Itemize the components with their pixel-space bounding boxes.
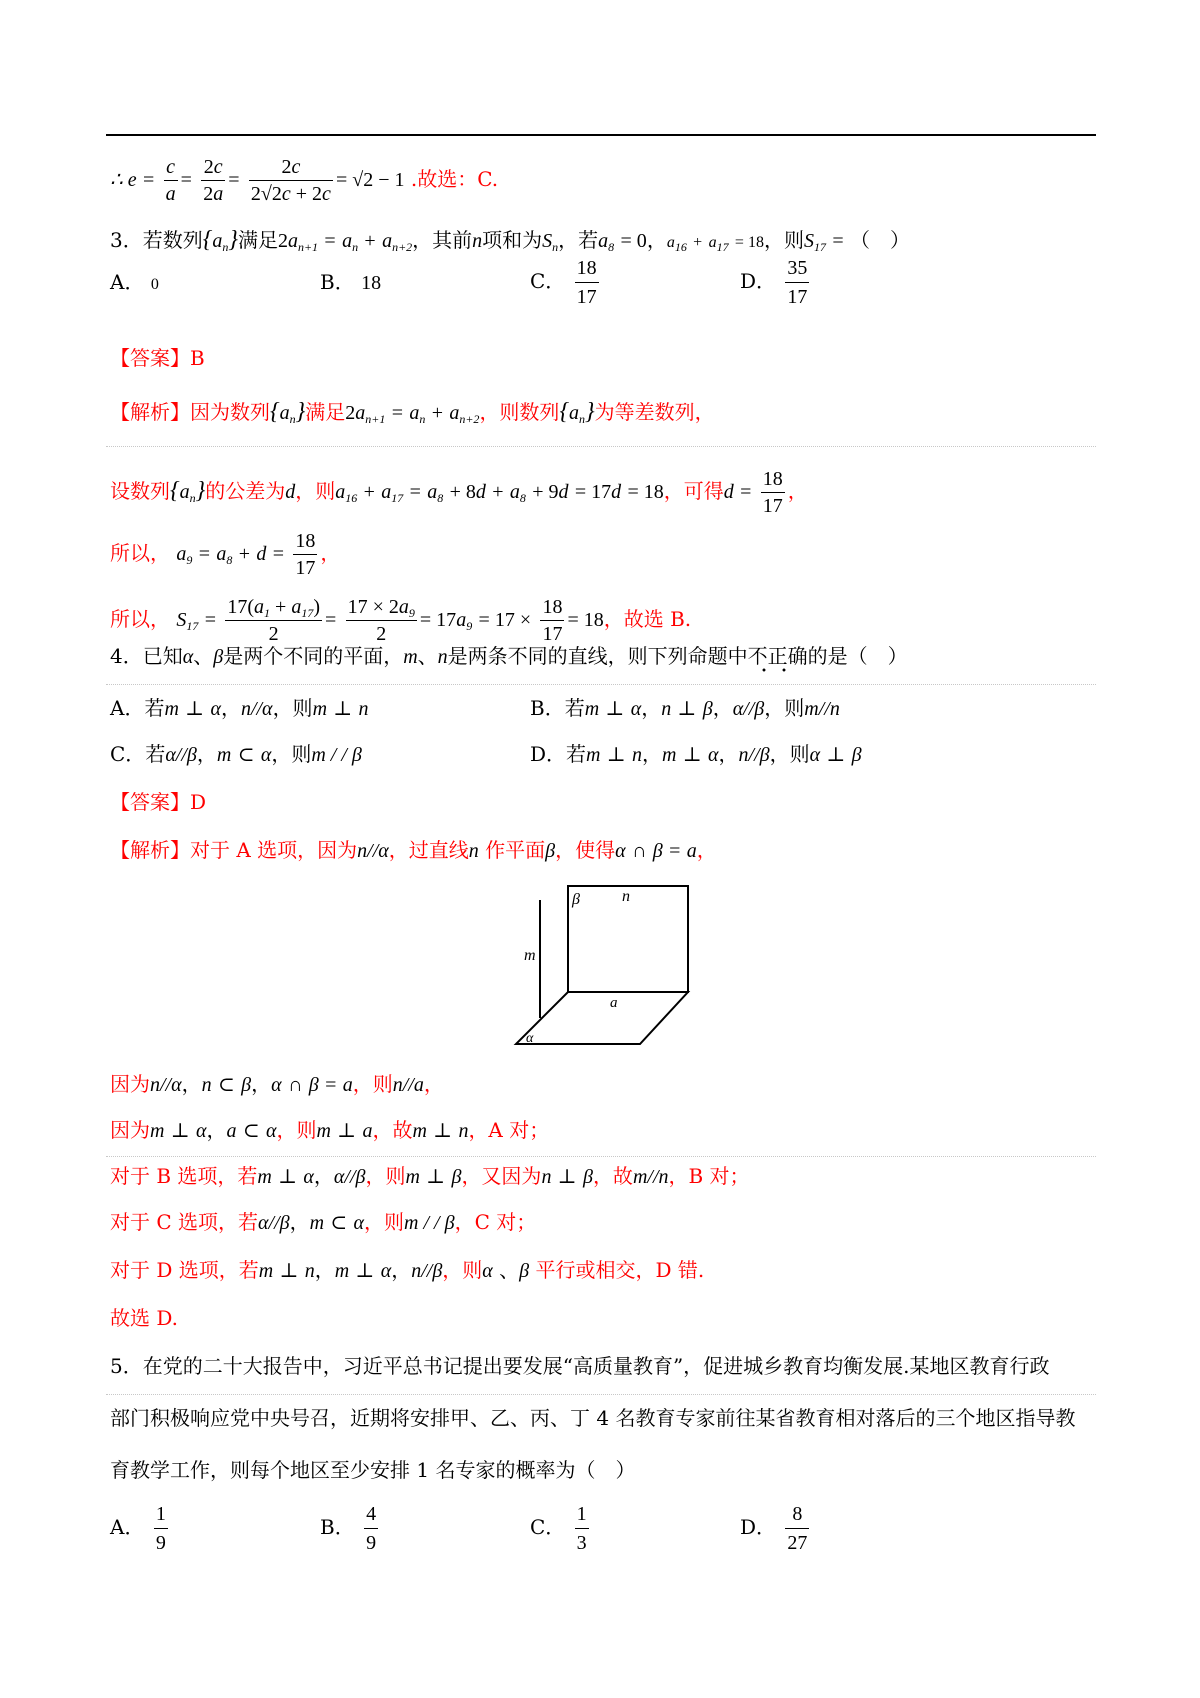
analysis-text: ，故选 B. xyxy=(603,607,692,631)
q3-stem: 3．若数列$\{a_n\}$满足$2a_{n+1} = a_n + a_{n+2}$，其前n项和为$S_n$，若$a_8 = 0$，$a_{16} + a_{17} = 18$，则$S_{17}$ = （ ） xyxy=(110,227,910,254)
analysis-text: ，则 xyxy=(295,479,336,503)
q4-emphasis xyxy=(748,644,808,668)
fraction-denominator: 9 xyxy=(366,1532,377,1554)
q4-analysis-line3: 因为m ⊥ α，a ⊂ α，则m ⊥ a，故m ⊥ n，A 对； xyxy=(110,1118,550,1142)
option-text: 若 xyxy=(566,742,587,766)
q4-text: 已知 xyxy=(142,644,183,668)
q4-option-b: B．若m ⊥ α，n ⊥ β，α//β，则m//n xyxy=(530,696,840,720)
q4-analysis-line2: 因为n//α，n ⊂ β，α ∩ β = a，则n//a， xyxy=(110,1072,444,1096)
answer-value: B xyxy=(190,346,205,370)
option-letter: C． xyxy=(530,269,566,293)
analysis-text: 对于 B 选项，若 xyxy=(110,1164,258,1188)
q5-option-b xyxy=(320,1500,381,1557)
analysis-text: 因为数列 xyxy=(190,400,270,424)
option-letter: A． xyxy=(110,696,145,720)
analysis-text: 对于 A 选项，因为 xyxy=(190,838,358,862)
option-letter: A． xyxy=(110,1515,145,1539)
q5-option-c xyxy=(530,1500,592,1557)
analysis-text: ，C 对； xyxy=(454,1210,537,1234)
analysis-text: ，A 对； xyxy=(468,1118,550,1142)
option-letter: B． xyxy=(320,270,355,294)
q4-text: 、 xyxy=(193,644,214,668)
q5-stem-line1 xyxy=(110,1352,1050,1380)
plane-alpha-shape xyxy=(516,992,688,1044)
option-letter: A． xyxy=(110,270,145,294)
q3-analysis-line1: 【解析】因为数列$\{a_n\}$满足$2a_{n+1} = a_n + a_{n+2}$，则数列$\{a_n\}$为等差数列， xyxy=(110,399,715,426)
analysis-text: 因为 xyxy=(110,1118,150,1142)
analysis-text: 故选 D. xyxy=(110,1306,179,1330)
dotted-separator xyxy=(106,684,1096,685)
q4-option-d: D．若m ⊥ n，m ⊥ α，n//β，则α ⊥ β xyxy=(530,742,862,766)
q3-analysis-line2: 设数列$\{a_n\}$的公差为d，则$a_{16} + a_{17} = a_8 + 8d + a_8 + 9d = 17d = 18$，可得d = $\frac{18}{17}$ ， xyxy=(110,468,808,517)
answer-value: D xyxy=(190,790,207,814)
analysis-text: ，又因为 xyxy=(461,1164,542,1188)
q4-text: 是两个不同的平面， xyxy=(223,644,404,668)
fraction-numerator: 18 xyxy=(575,254,599,283)
fraction-numerator: 1 xyxy=(154,1500,168,1529)
q3-option-d xyxy=(740,254,812,311)
analysis-text: 所以， xyxy=(110,541,170,565)
analysis-text: 对于 D 选项，若 xyxy=(110,1258,259,1282)
dotted-separator xyxy=(106,446,1096,447)
q3-text: 满足 xyxy=(237,228,278,252)
q5-stem-line3 xyxy=(110,1456,635,1484)
option-letter: D． xyxy=(740,269,777,293)
fraction-denominator: 3 xyxy=(576,1532,587,1554)
q3-number: 3． xyxy=(110,228,143,252)
q5-number: 5． xyxy=(110,1354,143,1378)
analysis-text: 为等差数列， xyxy=(594,400,715,424)
option-value: 18 xyxy=(361,272,382,294)
fraction-denominator: 27 xyxy=(787,1532,808,1554)
q4-analysis-line4: 对于 B 选项，若m ⊥ α，α//β，则m ⊥ β，又因为n ⊥ β，故m//n，B 对； xyxy=(110,1164,750,1188)
q3-text: 项和为 xyxy=(482,228,543,252)
option-letter: B． xyxy=(320,1515,355,1539)
analysis-label: 【解析】 xyxy=(110,838,190,862)
q4-text: 、 xyxy=(417,644,438,668)
q4-option-c: C．若α//β，m ⊂ α，则m / / β xyxy=(110,742,362,766)
label-alpha: α xyxy=(526,1031,534,1046)
option-letter: D． xyxy=(740,1515,777,1539)
answer-label: 【答案】 xyxy=(110,790,190,814)
q3-option-a xyxy=(110,268,159,299)
q3-blank: （ ） xyxy=(849,228,910,252)
fraction-denominator: 9 xyxy=(155,1532,166,1554)
analysis-text: 平行或相交，D 错. xyxy=(535,1258,705,1282)
header-rule xyxy=(106,134,1096,136)
option-letter: B． xyxy=(530,696,565,720)
q5-stem-line2 xyxy=(110,1404,1075,1432)
q4-emphasis-text: 不正确 xyxy=(747,644,808,668)
fraction-denominator: 17 xyxy=(576,286,597,308)
q3-text: ，若 xyxy=(558,228,599,252)
q3-text: ，则 xyxy=(763,228,804,252)
analysis-text: 满足 xyxy=(305,400,346,424)
q3-text: ，其前 xyxy=(412,228,473,252)
option-letter: D． xyxy=(530,742,567,766)
analysis-text: ，则数列 xyxy=(479,400,560,424)
option-letter: C． xyxy=(530,1515,566,1539)
analysis-text: ，B 对； xyxy=(668,1164,750,1188)
analysis-text: 设数列 xyxy=(110,479,170,503)
label-n: n xyxy=(622,888,630,905)
q4-text: 的是（ ） xyxy=(807,644,908,668)
label-m: m xyxy=(524,947,536,964)
fraction-numerator: 1 xyxy=(575,1500,589,1529)
option-letter: C． xyxy=(110,742,146,766)
q2-conclusion-line: ∴ e = $\frac{c}{a}$ = $\frac{2c}{2a}$ = $\frac{2c}{2√2c + 2c}$ = √2 − 1 .故选：C. xyxy=(110,156,499,205)
q4-analysis-line5: 对于 C 选项，若α//β，m ⊂ α，则m / / β，C 对； xyxy=(110,1210,537,1234)
fraction-numerator: 4 xyxy=(364,1500,378,1529)
q3-text: 若数列 xyxy=(142,228,203,252)
analysis-text: 的公差为 xyxy=(205,479,286,503)
q3-option-c xyxy=(530,254,602,311)
label-beta: β xyxy=(572,891,580,908)
q4-option-a: A．若m ⊥ α，n//α，则m ⊥ n xyxy=(110,696,369,720)
q4-text: 是两条不同的直线，则下列命题中 xyxy=(447,644,748,668)
q4-analysis-line7 xyxy=(110,1304,178,1332)
q3-analysis-line3: 所以， $a_9 = a_8 + d$ = $\frac{18}{17}$ ， xyxy=(110,530,341,579)
analysis-text: ，可得 xyxy=(663,479,724,503)
label-a: a xyxy=(610,995,618,1011)
q3-option-b xyxy=(320,268,381,297)
planes-figure xyxy=(510,880,710,1050)
dotted-separator xyxy=(106,1394,1096,1395)
q5-text: 育教学工作，则每个地区至少安排 1 名专家的概率为（ ） xyxy=(110,1458,636,1482)
fraction-numerator: 8 xyxy=(785,1500,809,1529)
option-value: 0 xyxy=(150,276,159,293)
analysis-text: ，使得 xyxy=(555,838,616,862)
q4-stem: 4．已知α、β是两个不同的平面，m、n是两条不同的直线，则下列命题中不正确 的是（ ） xyxy=(110,642,908,671)
q3-answer xyxy=(110,344,205,372)
option-text: 若 xyxy=(145,742,166,766)
analysis-text: 所以， xyxy=(110,607,170,631)
option-text: 若 xyxy=(564,696,585,720)
analysis-text: ，过直线 xyxy=(388,838,469,862)
q4-analysis-line1: 【解析】对于 A 选项，因为n//α，过直线n 作平面β，使得α ∩ β = a， xyxy=(110,838,717,862)
option-text: 若 xyxy=(144,696,165,720)
analysis-text: 因为 xyxy=(110,1072,150,1096)
fraction-numerator: 35 xyxy=(785,254,809,283)
fraction-denominator: 17 xyxy=(787,286,808,308)
analysis-label: 【解析】 xyxy=(110,400,190,424)
q5-text: 在党的二十大报告中，习近平总书记提出要发展“高质量教育”，促进城乡教育均衡发展.某地区教育行政 xyxy=(142,1354,1050,1378)
analysis-text: 对于 C 选项，若 xyxy=(110,1210,259,1234)
q3-analysis-line4: 所以， $S_{17}$ = $\frac{17(a_1 + a_{17})}{2}$ = $\frac{17 \times 2a_9}{2}$ = $17a_9 = 17$ × $\frac{18}{17}$ = 18，故选 B. xyxy=(110,596,692,645)
q5-option-d xyxy=(740,1500,812,1557)
q4-answer xyxy=(110,788,206,816)
answer-label: 【答案】 xyxy=(110,346,190,370)
q5-option-a xyxy=(110,1500,171,1557)
q5-text: 部门积极响应党中央号召，近期将安排甲、乙、丙、丁 4 名教育专家前往某省教育相对落后的三个地区指导教 xyxy=(110,1406,1076,1430)
q4-analysis-line6: 对于 D 选项，若m ⊥ n，m ⊥ α，n//β，则α 、β 平行或相交，D 错. xyxy=(110,1258,705,1282)
dotted-separator xyxy=(106,1156,1096,1157)
q4-number: 4． xyxy=(110,644,143,668)
analysis-text: 作平面 xyxy=(485,838,546,862)
q2-answer-text: .故选：C. xyxy=(410,167,499,191)
